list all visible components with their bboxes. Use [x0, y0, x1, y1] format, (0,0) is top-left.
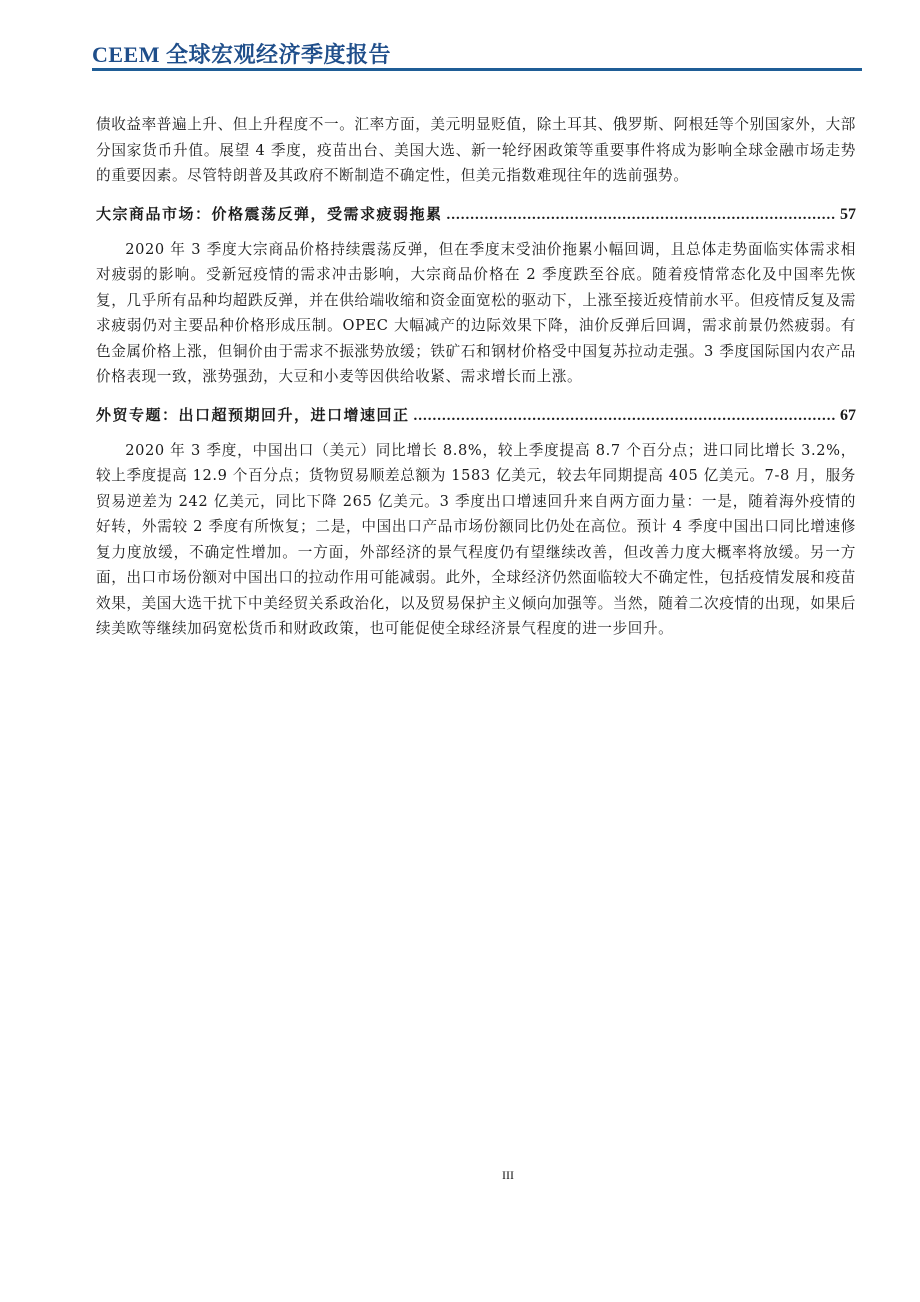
report-header-title: CEEM 全球宏观经济季度报告 — [92, 42, 392, 67]
toc-dot-leader — [447, 202, 836, 228]
page-content — [96, 112, 856, 642]
section-paragraph-commodities: 2020 年 3 季度大宗商品价格持续震荡反弹，但在季度末受油价拖累小幅回调，且总体走势面临实体需求相对疲弱的影响。受新冠疫情的需求冲击影响，大宗商品价格在 2 季度跌至谷底。随着疫情常态化及中国率先恢复，几乎所有品种均超跌反弹，并在供给端收缩和资金面宽松的驱动下，上涨至接近疫情前水平。但疫情反复及需求疲弱仍对主要品种价格形成压制。OPEC 大幅减产的边际效果下降，油价反弹后回调，需求前景仍然疲弱。有色金属价格上涨，但铜价由于需求不振涨势放缓；铁矿石和钢材价格受中国复苏拉动走强。3 季度国际国内农产品价格表现一致，涨势强劲，大豆和小麦等因供给收紧、需求增长而上涨。 — [96, 240, 856, 385]
toc-page-number: 67 — [840, 406, 856, 424]
toc-entry-title: 外贸专题：出口超预期回升，进口增速回正 — [96, 405, 410, 424]
toc-entry-trade[interactable] — [96, 402, 856, 429]
section-paragraph-trade: 2020 年 3 季度，中国出口（美元）同比增长 8.8%，较上季度提高 8.7 个百分点；进口同比增长 3.2%，较上季度提高 12.9 个百分点；货物贸易顺差总额为 1583 亿美元，较去年同期提高 405 亿美元。7-8 月，服务贸易逆差为 242 亿美元，同比下降 265 亿美元。3 季度出口增速回升来自两方面力量：一是，随着海外疫情的好转，外需较 2 季度有所恢复；二是，中国出口产品市场份额同比仍处在高位。预计 4 季度中国出口同比增速修复力度放缓，不确定性增加。一方面，外部经济的景气程度仍有望继续改善，但改善力度大概率将放缓。另一方面，出口市场份额对中国出口的拉动作用可能减弱。此外，全球经济仍然面临较大不确定性，包括疫情发展和疫苗效果，美国大选干扰下中美经贸关系政治化，以及贸易保护主义倾向加强等。当然，随着二次疫情的出现，如果后续美欧等继续加码宽松货币和财政政策，也可能促使全球经济景气程度的进一步回升。 — [96, 441, 856, 637]
toc-entry-title: 大宗商品市场：价格震荡反弹，受需求疲弱拖累 — [96, 204, 443, 223]
page-number-footer: III — [502, 1168, 514, 1182]
toc-page-number: 57 — [840, 205, 856, 223]
header-divider — [92, 68, 862, 71]
toc-entry-commodities[interactable] — [96, 201, 856, 228]
toc-dot-leader — [414, 403, 836, 429]
intro-paragraph: 债收益率普遍上升、但上升程度不一。汇率方面，美元明显贬值，除土耳其、俄罗斯、阿根廷等个别国家外，大部分国家货币升值。展望 4 季度，疫苗出台、美国大选、新一轮纾困政策等重要事件将成为影响全球金融市场走势的重要因素。尽管特朗普及其政府不断制造不确定性，但美元指数难现往年的选前强势。 — [96, 116, 856, 184]
